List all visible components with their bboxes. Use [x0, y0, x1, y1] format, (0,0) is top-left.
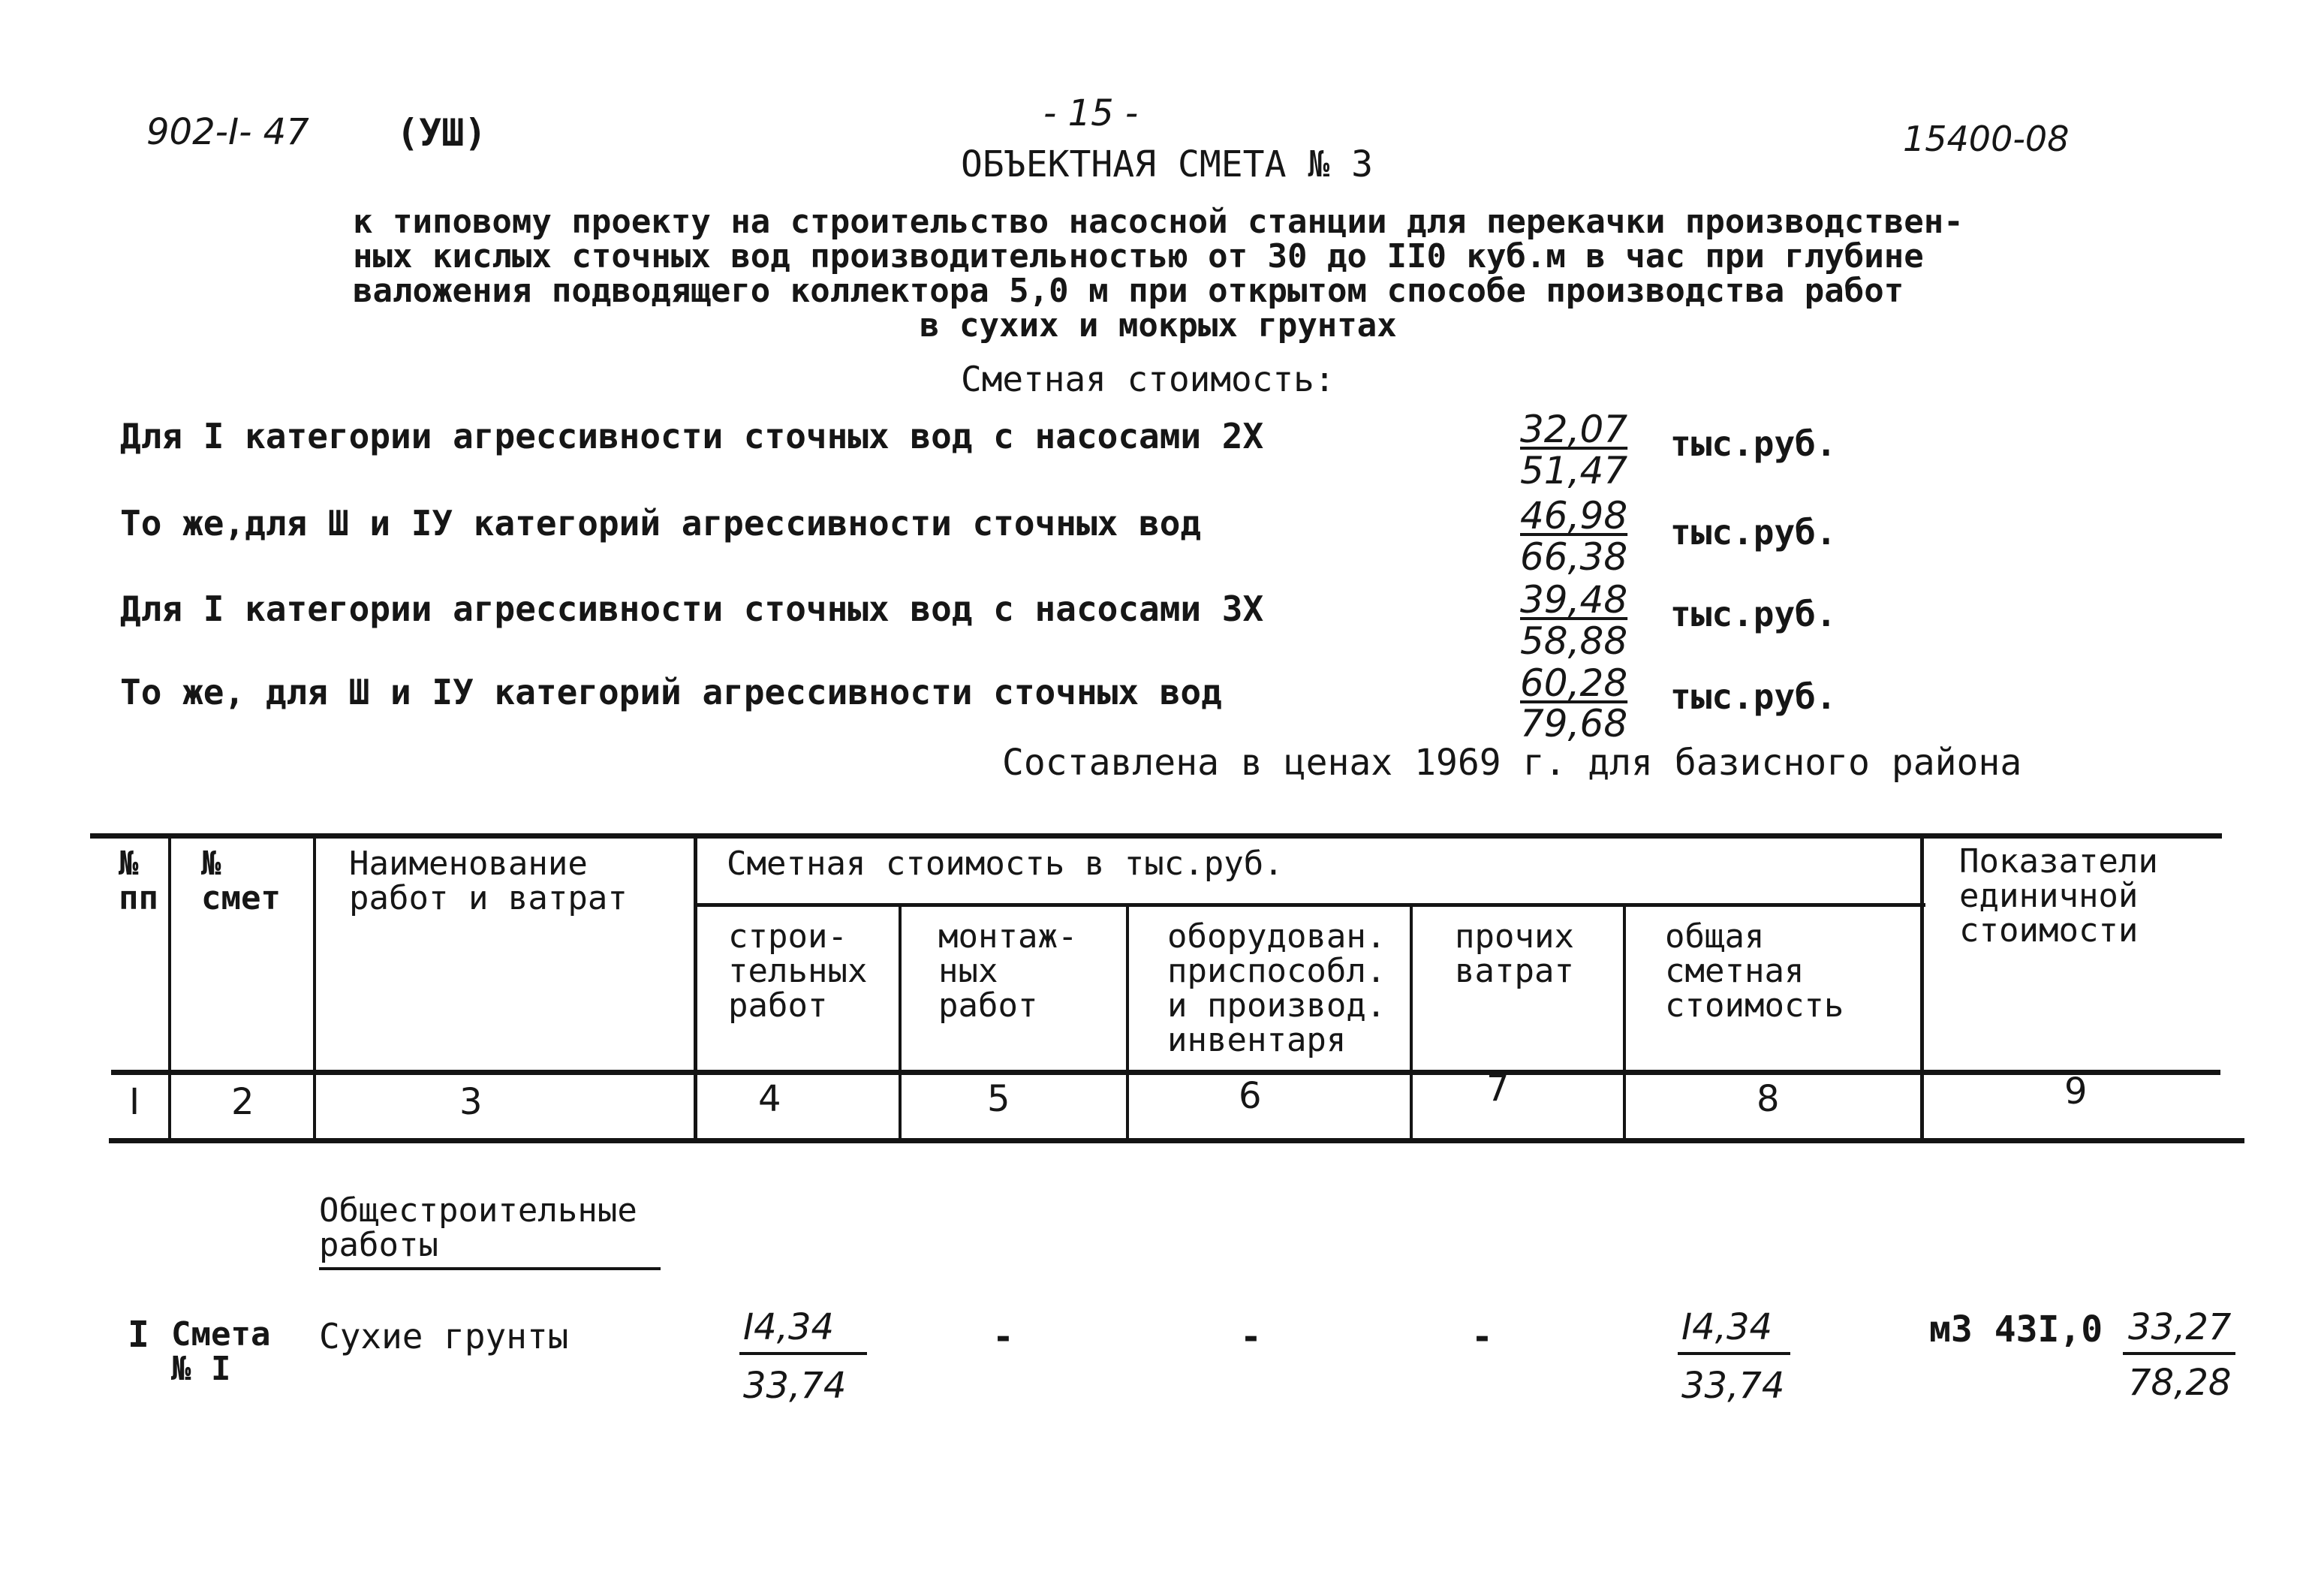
col-number: 6: [1239, 1075, 1262, 1117]
doc-code-left: 902-I- 47: [146, 111, 309, 153]
cost-item-label: То же, для Ш и IУ категорий агрессивности сточных вод: [120, 672, 1222, 712]
price-note: Составлена в ценах 1969 г. для базисного района: [1002, 742, 2022, 784]
row-stroit-top: I4,34: [743, 1306, 835, 1348]
col-divider: [1126, 905, 1129, 1143]
cost-item-label: Для I категории агрессивности сточных вод с насосами 3Х: [120, 589, 1264, 629]
cost-item-top-value: 60,28: [1520, 661, 1628, 705]
header-col-prochie: прочих ватрат: [1455, 917, 1574, 990]
header-bottom-rule: [111, 1070, 2220, 1075]
doc-code-right: 15400-08: [1903, 119, 2070, 159]
row-montazh: -: [992, 1316, 1014, 1358]
col-divider: [1410, 905, 1413, 1143]
cost-item-label: То же,для Ш и IУ категорий агрессивности сточных вод: [120, 503, 1202, 544]
subtitle-line-4: в сухих и мокрых грунтах: [920, 306, 1397, 345]
row-name: Сухие грунты: [319, 1316, 569, 1357]
header-col-smeta: № смет: [201, 845, 281, 917]
cost-item-label: Для I категории агрессивности сточных вод с насосами 2Х: [120, 416, 1264, 456]
page-title: ОБЪЕКТНАЯ СМЕТА № 3: [961, 143, 1374, 185]
subtitle-line-1: к типовому проекту на строительство насосной станции для перекачки производствен-: [353, 203, 1964, 241]
cost-item-top-value: 32,07: [1520, 408, 1628, 451]
col-number: 8: [1757, 1078, 1780, 1120]
col-number: 2: [231, 1081, 254, 1123]
header-col-montazh: монтаж- ных работ: [938, 917, 1078, 1025]
header-col-unit-cost: Показатели единичной стоимости: [1959, 842, 2158, 950]
cost-item-unit: тыс.руб.: [1670, 423, 1837, 464]
row-unit-bottom: 78,28: [2128, 1362, 2232, 1404]
col-number: 5: [987, 1078, 1010, 1120]
row-smeta: Смета № I: [171, 1315, 271, 1388]
col-divider: [313, 836, 316, 1143]
header-col-total: общая сметная стоимость: [1665, 917, 1844, 1025]
cost-item-bottom-value: 58,88: [1520, 619, 1628, 663]
page-number: - 15 -: [1043, 92, 1139, 134]
row-stroit-bottom: 33,74: [743, 1365, 847, 1407]
col-number: 4: [758, 1078, 781, 1120]
group-header-rule: [694, 903, 1925, 907]
row-unit-fraction-bar: [2123, 1352, 2235, 1355]
section-title-underline: [319, 1267, 661, 1270]
row-number: I: [128, 1314, 149, 1356]
row-total-fraction-bar: [1678, 1352, 1790, 1355]
cost-item-top-value: 39,48: [1520, 578, 1628, 622]
col-divider: [899, 905, 902, 1143]
header-col-name: Наименование работ и ватрат: [349, 845, 628, 917]
col-divider: [168, 836, 171, 1143]
row-prochie: -: [1471, 1316, 1493, 1358]
row-stroit-fraction-bar: [739, 1352, 867, 1355]
col-number: 3: [459, 1081, 483, 1123]
cost-heading: Сметная стоимость:: [961, 359, 1335, 399]
cost-item-top-value: 46,98: [1520, 494, 1628, 538]
cost-item-bottom-value: 79,68: [1520, 702, 1628, 745]
row-total-top: I4,34: [1681, 1306, 1773, 1348]
header-col-stroit: строи- тельных работ: [728, 917, 868, 1025]
row-total-bottom: 33,74: [1681, 1365, 1785, 1407]
table-top-rule: [90, 833, 2222, 839]
col-number: I: [129, 1081, 140, 1123]
cost-item-unit: тыс.руб.: [1670, 512, 1837, 553]
row-oborud: -: [1240, 1316, 1262, 1358]
number-row-bottom-rule: [109, 1138, 2244, 1143]
series-label: (УШ): [396, 111, 487, 155]
subtitle-line-2: ных кислых сточных вод производительностью от 30 до II0 куб.м в час при глубине: [353, 237, 1924, 276]
cost-item-bottom-value: 51,47: [1520, 449, 1628, 492]
cost-item-unit: тыс.руб.: [1670, 676, 1837, 717]
col-divider: [694, 836, 697, 1143]
col-number: 7: [1486, 1068, 1510, 1110]
cost-item-unit: тыс.руб.: [1670, 594, 1837, 634]
cost-item-bottom-value: 66,38: [1520, 535, 1628, 579]
header-group-cost: Сметная стоимость в тыс.руб.: [727, 845, 1284, 883]
col-divider: [1920, 836, 1924, 1143]
row-unit-label: м3 43I,0: [1929, 1308, 2103, 1351]
section-title: Общестроительные работы: [319, 1191, 637, 1264]
header-col-pp: № пп: [119, 845, 158, 917]
header-col-oborud: оборудован. приспособл. и производ. инвентаря: [1167, 917, 1386, 1059]
subtitle-line-3: валожения подводящего коллектора 5,0 м при открытом способе производства работ: [353, 272, 1904, 310]
col-number: 9: [2064, 1071, 2088, 1113]
col-divider: [1623, 905, 1626, 1143]
row-unit-top: 33,27: [2128, 1306, 2232, 1348]
